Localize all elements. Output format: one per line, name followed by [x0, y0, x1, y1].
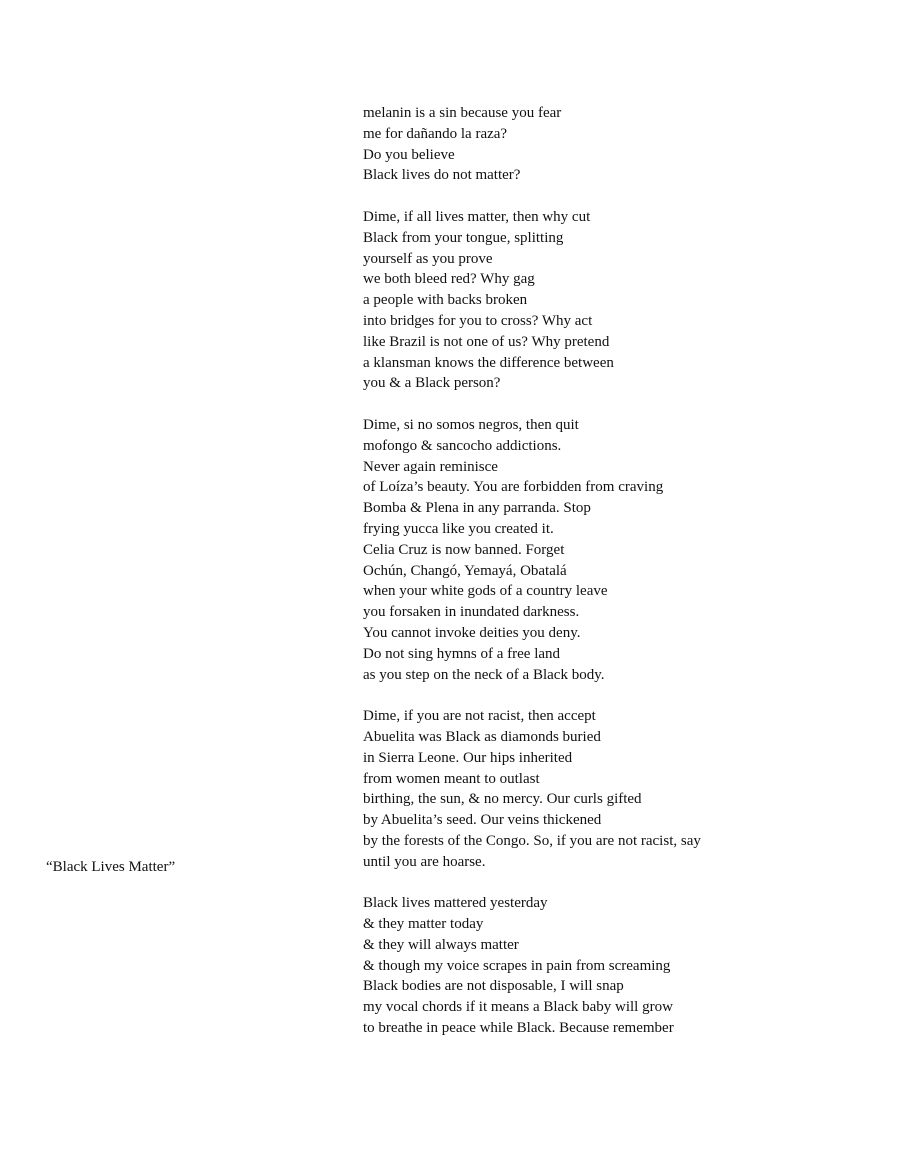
poem-line: you forsaken in inundated darkness.	[363, 604, 580, 621]
poem-line: in Sierra Leone. Our hips inherited	[363, 749, 573, 766]
poem-line: Black from your tongue, splitting	[363, 229, 564, 246]
poem-line: Black lives mattered yesterday	[363, 895, 548, 912]
poem-line: to breathe in peace while Black. Because remember	[363, 1020, 674, 1037]
poem-line: me for dañando la raza?	[363, 125, 508, 142]
poem-line: yourself as you prove	[363, 250, 493, 267]
poem-line: like Brazil is not one of us? Why pretend	[363, 333, 610, 350]
stanza-5	[363, 893, 863, 1039]
poem-line: Abuelita was Black as diamonds buried	[363, 728, 601, 745]
poem-line: melanin is a sin because you fear	[363, 105, 562, 121]
poem-line: Do not sing hymns of a free land	[363, 645, 561, 662]
stanza-3	[363, 415, 863, 685]
poem-line: by the forests of the Congo. So, if you are not racist, say	[363, 832, 701, 849]
poem-line: & they matter today	[363, 916, 484, 933]
poem-line: Dime, if you are not racist, then accept	[363, 708, 596, 725]
poem-line: Dime, si no somos negros, then quit	[363, 416, 579, 433]
poem-line: a klansman knows the difference between	[363, 354, 614, 371]
poem-line: Ochún, Changó, Yemayá, Obatalá	[363, 562, 567, 579]
poem-line: Bomba & Plena in any parranda. Stop	[363, 500, 591, 517]
poem-line: you & a Black person?	[363, 375, 501, 392]
stanza-4	[363, 706, 863, 872]
poem-line: Black lives do not matter?	[363, 167, 521, 184]
poem-line: until you are hoarse.	[363, 853, 486, 870]
poem-line: & though my voice scrapes in pain from screaming	[363, 957, 671, 974]
stanza-1	[363, 103, 863, 186]
poem-line: from women meant to outlast	[363, 770, 540, 787]
poem-line: frying yucca like you created it.	[363, 520, 554, 537]
poem-line: Celia Cruz is now banned. Forget	[363, 541, 565, 558]
poem-line: & they will always matter	[363, 936, 519, 953]
margin-title: “Black Lives Matter”	[46, 859, 176, 875]
poem-line: when your white gods of a country leave	[363, 583, 608, 600]
poem-line: birthing, the sun, & no mercy. Our curls gifted	[363, 791, 642, 808]
poem-line: my vocal chords if it means a Black baby will grow	[363, 999, 673, 1016]
poem-line: mofongo & sancocho addictions.	[363, 437, 562, 454]
poem-line: of Loíza’s beauty. You are forbidden from craving	[363, 479, 664, 496]
poem-body	[363, 103, 863, 1060]
poem-line: into bridges for you to cross? Why act	[363, 312, 593, 329]
poem-line: by Abuelita’s seed. Our veins thickened	[363, 812, 602, 829]
poem-line: as you step on the neck of a Black body.	[363, 666, 605, 683]
poem-line: Black bodies are not disposable, I will snap	[363, 978, 624, 995]
poem-line: we both bleed red? Why gag	[363, 271, 535, 288]
poem-line: Dime, if all lives matter, then why cut	[363, 208, 591, 225]
stanza-2	[363, 207, 863, 394]
poem-line: Never again reminisce	[363, 458, 498, 475]
poem-line: You cannot invoke deities you deny.	[363, 624, 581, 641]
poem-line: a people with backs broken	[363, 292, 528, 309]
poem-line: Do you believe	[363, 146, 455, 163]
